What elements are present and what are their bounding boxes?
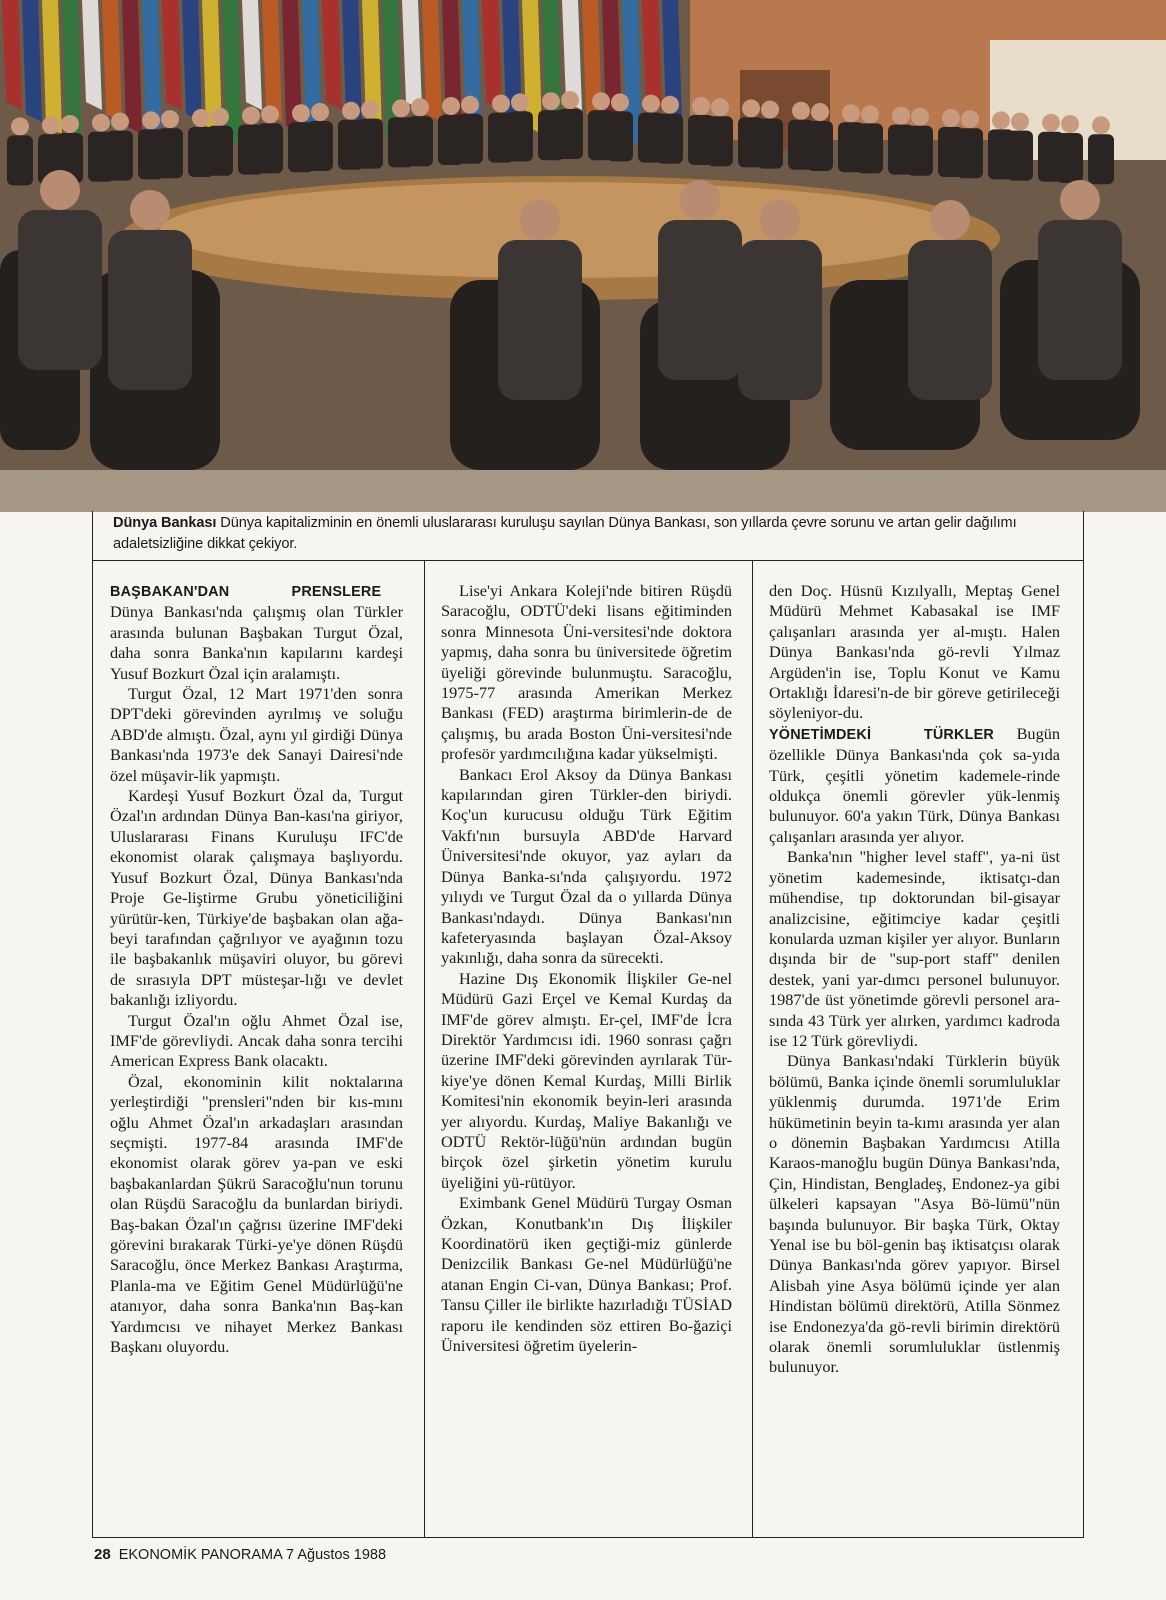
caption-lead: Dünya Bankası xyxy=(113,515,217,531)
paragraph xyxy=(769,724,1060,847)
article-column-3 xyxy=(769,581,1060,1378)
paragraph: Eximbank Genel Müdürü Turgay Osman Özkan, Konutbank'ın Dış İlişkiler Koordinatörü iken geçtiği-miz günlerde Denizcilik Bankası Ge-nel Müdürlüğü'ne atanan Engin Ci-van, Dünya Bankası; Prof. Tansu Çiller ile birlikte hazırladığı TÜSİAD raporu ile kendinden söz ettiren Bo-ğaziçi Üniversitesi öğretim üyelerin- xyxy=(441,1193,732,1356)
page-footer xyxy=(94,1546,386,1563)
article-column-1 xyxy=(110,581,403,1357)
photo-icon xyxy=(0,0,1166,512)
column-divider xyxy=(424,561,425,1537)
article-body xyxy=(92,561,1084,1538)
paragraph: Hazine Dış Ekonomik İlişkiler Ge-nel Müdürü Gazi Erçel ve Kemal Kurdaş da IMF'de görev almıştı. Er-çel, IMF'de İcra Direktör Yardımcısı idi. 1960 sonrası çağrı üzerine IMF'deki görevinden ayrılarak Tür-kiye'ye dönen Kemal Kurdaş, Milli Birlik Komitesi'nin ekonomik beyin-leri arasında yer alıyordu. Kurdaş, Maliye Bakanlığı ve ODTÜ Rektör-lüğü'nün ardından bugün birçok özel şirketin yönetim kurulu üyeliğini yü-rütüyor. xyxy=(441,968,732,1192)
paragraph: Dünya Bankası'ndaki Türklerin büyük bölümü, Banka içinde önemli sorumluluklar yüklenmiş durumda. 1971'de Erim hükümetinin beyin ta-kımı arasında yer alan o dönemin Başbakan Yardımcısı Atilla Karaos-manoğlu bugün Dünya Bankası'nda, Çin, Hindistan, Bengladeş, Endonez-ya gibi ülkeleri kapsayan "Asya Bö-lümü"nün başında bulunuyor. Bir başka Türk, Oktay Yenal ise bu böl-genin baş iktisatçısı olarak Dünya Bankası'nda görev yapıyor. Birsel Alisbah yine Asya bölümü içinde yer alan Hindistan bölümü direktörü, Atilla Sönmez ise Endonezya'da gö-revli birimin direktörü olarak önemli sorumluluklar üstlenmiş bulunuyor. xyxy=(769,1051,1060,1377)
paragraph: Bankacı Erol Aksoy da Dünya Bankası kapılarından giren Türkler-den biriydi. Koç'un kurucusu olduğu Türk Eğitim Vakfı'nın bursuyla ABD'de Harvard Üniversitesi'nde okuyor, yaz ayları da Dünya Banka-sı'nda çalışıyordu. 1972 yılıydı ve Turgut Özal da o yıllarda Dünya Bankası'ndaydı. Dünya Bankası'nın kafeteryasında başlayan Özal-Aksoy yakınlığı, daha sonra da sürecekti. xyxy=(441,764,732,968)
paragraph: Özal, ekonominin kilit noktalarına yerleştirdiği "prensleri"nden bir kıs-mını oğlu Ahmet Özal'ın arkadaşları arasından seçmişti. 1977-84 arasında IMF'de ekonomist olarak görev ya-pan ve eski başbakanlardan Şükrü Saracoğlu'nun torunu olan Rüşdü Saracoğlu da bunlardan biriydi. Baş-bakan Özal'ın çağrısı üzerine IMF'deki görevini bırakarak Türki-ye'ye dönen Rüşdü Saracoğlu, önce Merkez Bankası Araştırma, Planla-ma ve Eğitim Genel Müdürlüğü'ne atanıyor, daha sonra Banka'nın Baş-kan Yardımcısı ve nihayet Merkez Bankası Başkanı oluyordu. xyxy=(110,1071,403,1357)
section-heading: BAŞBAKAN'DAN PRENSLERE xyxy=(110,584,382,600)
paragraph: Banka'nın "higher level staff", ya-ni üst yönetim kademesinde, iktisatçı-dan mühendise, tıp doktorundan bil-gisayar analizcisine, eğitimciye kadar çeşitli konularda uzman kişiler yer alıyor. Bunların dışında bir de "sup-port staff" denilen destek, yani yar-dımcı personel bulunuyor. 1987'de üst yönetimde görevli personel ara-sında 43 Türk yer alırken, yardımcı kadroda ise 12 Türk görevliydi. xyxy=(769,847,1060,1050)
page-number: 28 xyxy=(94,1546,111,1563)
caption-text: Dünya kapitalizminin en önemli uluslararası kuruluşu sayılan Dünya Bankası, son yıllarda çevre sorunu ve artan gelir dağılımı adaletsizliğine dikkat çekiyor. xyxy=(113,515,1017,552)
paragraph: Kardeşi Yusuf Bozkurt Özal da, Turgut Özal'ın ardından Dünya Ban-kası'na giriyor, Uluslararası Finans Kuruluşu IFC'de ekonomist olarak çalışmaya başlıyordu. Yusuf Bozkurt Özal, Dünya Bankası'nda Proje Ge-liştirme Grubu yöneticiliğini yürütür-ken, Türkiye'de başbakan olan ağa-beyi tarafından çağrılıyor ve ayağının tozu ile başbakanlık müşaviri oluyor, bu görevi de sırasıyla DPT müsteşar-lığı ve devlet bakanlığı izliyordu. xyxy=(110,786,403,1010)
section-heading: YÖNETİMDEKİ TÜRKLER xyxy=(769,726,994,743)
paragraph-text: Bugün özellikle Dünya Bankası'nda çok sa-yıda Türk, çeşitli yönetim kademele-rinde oldukça önemli görevler yük-lenmiş bulunuyor. 60'a yakın Türk, Dünya Bankası çalışanları arasında yer alıyor. xyxy=(769,723,1060,846)
column-divider xyxy=(752,561,753,1537)
photo-caption xyxy=(92,511,1084,561)
publication-info: EKONOMİK PANORAMA 7 Ağustos 1988 xyxy=(118,1547,387,1563)
paragraph xyxy=(110,581,403,602)
meeting-photo xyxy=(0,0,1166,512)
article-column-2 xyxy=(441,581,732,1356)
paragraph: Turgut Özal, 12 Mart 1971'den sonra DPT'deki görevinden ayrılmış ve soluğu ABD'de almıştı. Özal, aynı yıl girdiği Dünya Bankası'nda 1973'e dek Sanayi Dairesi'nde özel müşavir-lik yapmıştı. xyxy=(110,684,403,785)
paragraph: Dünya Bankası'nda çalışmış olan Türkler arasında bulunan Başbakan Turgut Özal, daha sonra Banka'nın kapılarını kardeşi Yusuf Bozkurt Özal için aralamıştı. xyxy=(110,602,403,683)
paragraph: Lise'yi Ankara Koleji'nde bitiren Rüşdü Saracoğlu, ODTÜ'deki lisans eğitiminden sonra Minnesota Üni-versitesi'nde doktora yapmış, daha sonra bu üniversitede öğretim üyeliği görevinde bulunmuştu. Saracoğlu, 1975-77 arasında Amerikan Merkez Bankası (FED) araştırma birimlerin-de de çalışmış, bu arada Boston Üni-versitesi'nde profesör yardımcılığına kadar yükselmişti. xyxy=(441,581,732,764)
paragraph: den Doç. Hüsnü Kızılyallı, Meptaş Genel Müdürü Mehmet Kabasakal ise IMF çalışanları arasında yer al-mıştı. Halen Dünya Bankası'nda gö-revli Yılmaz Argüden'in ise, Toplu Konut ve Kamu Ortaklığı İdaresi'n-de bir göreve getirileceği söyleniyor-du. xyxy=(769,581,1060,723)
paragraph: Turgut Özal'ın oğlu Ahmet Özal ise, IMF'de görevliydi. Ancak daha sonra tercihi American Express Bank olacaktı. xyxy=(110,1010,403,1071)
